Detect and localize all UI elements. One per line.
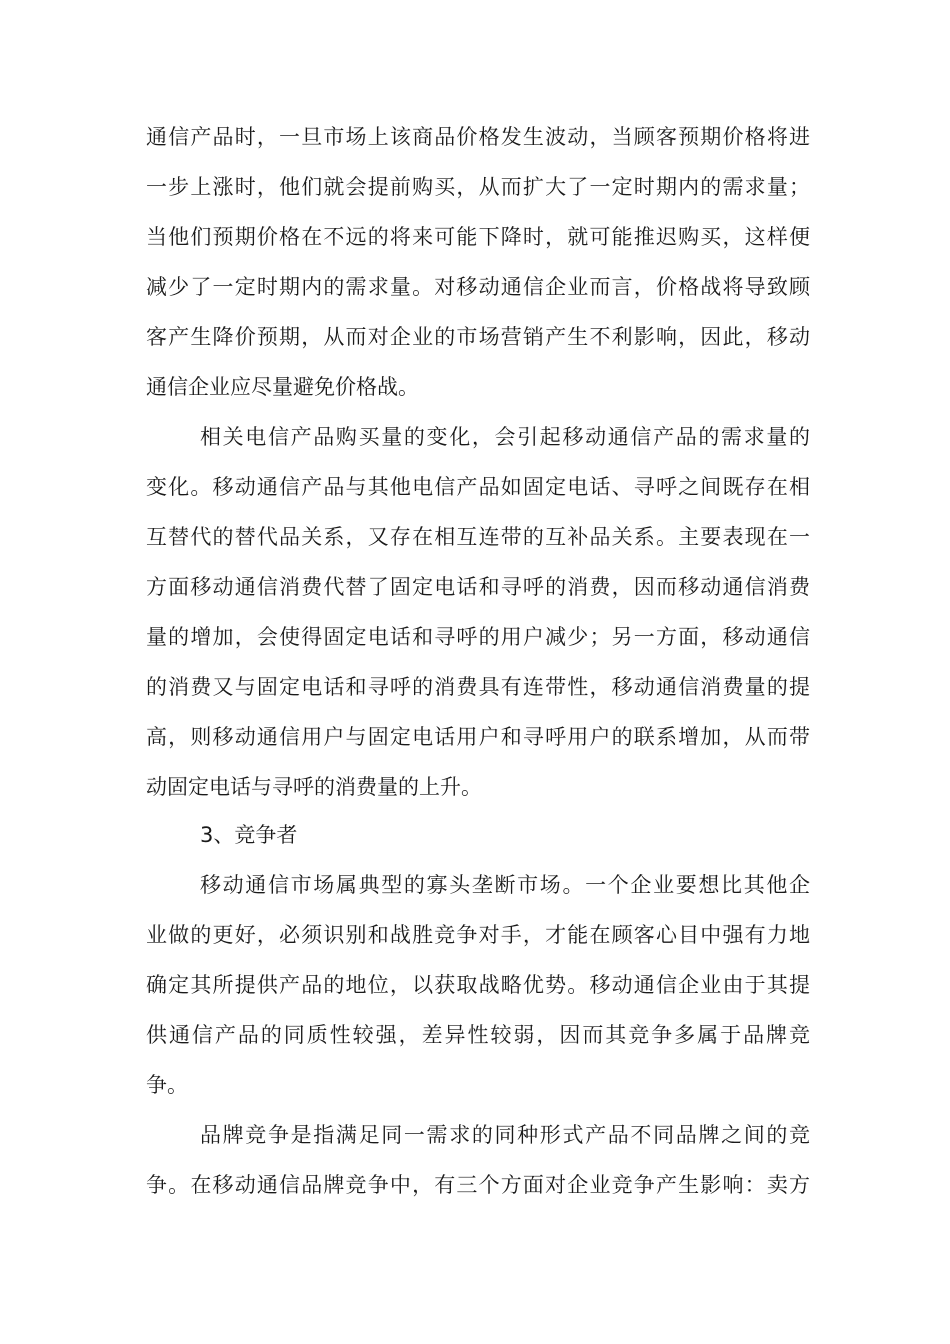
text-line: 确定其所提供产品的地位，以获取战略优势。移动通信企业由于其提: [146, 973, 810, 997]
text-line: 高，则移动通信用户与固定电话用户和寻呼用户的联系增加，从而带: [146, 725, 810, 749]
paragraph-first-line: 品牌竞争是指满足同一需求的同种形式产品不同品牌之间的竞: [200, 1123, 810, 1147]
text-line: 通信企业应尽量避免价格战。: [146, 375, 419, 399]
text-line: 减少了一定时期内的需求量。对移动通信企业而言，价格战将导致顾: [146, 275, 810, 299]
text-line: 通信产品时，一旦市场上该商品价格发生波动，当顾客预期价格将进: [146, 125, 810, 149]
paragraph-first-line: 移动通信市场属典型的寡头垄断市场。一个企业要想比其他企: [200, 873, 810, 897]
text-line: 争。: [146, 1073, 188, 1097]
text-line: 方面移动通信消费代替了固定电话和寻呼的消费，因而移动通信消费: [146, 575, 810, 599]
text-line: 一步上涨时，他们就会提前购买，从而扩大了一定时期内的需求量；: [146, 175, 810, 199]
text-line: 业做的更好，必须识别和战胜竞争对手，才能在顾客心目中强有力地: [146, 923, 810, 947]
text-line: 动固定电话与寻呼的消费量的上升。: [146, 775, 482, 799]
section-heading: 3、竞争者: [200, 823, 298, 847]
text-line: 争。在移动通信品牌竞争中，有三个方面对企业竞争产生影响：卖方: [146, 1173, 810, 1197]
text-line: 量的增加，会使得固定电话和寻呼的用户减少；另一方面，移动通信: [146, 625, 810, 649]
text-line: 当他们预期价格在不远的将来可能下降时，就可能推迟购买，这样便: [146, 225, 810, 249]
text-line: 供通信产品的同质性较强，差异性较弱，因而其竞争多属于品牌竞: [146, 1023, 810, 1047]
text-line: 的消费又与固定电话和寻呼的消费具有连带性，移动通信消费量的提: [146, 675, 810, 699]
paragraph-first-line: 相关电信产品购买量的变化，会引起移动通信产品的需求量的: [200, 425, 810, 449]
text-line: 变化。移动通信产品与其他电信产品如固定电话、寻呼之间既存在相: [146, 475, 810, 499]
text-line: 互替代的替代品关系，又存在相互连带的互补品关系。主要表现在一: [146, 525, 810, 549]
text-line: 客产生降价预期，从而对企业的市场营销产生不利影响，因此，移动: [146, 325, 810, 349]
